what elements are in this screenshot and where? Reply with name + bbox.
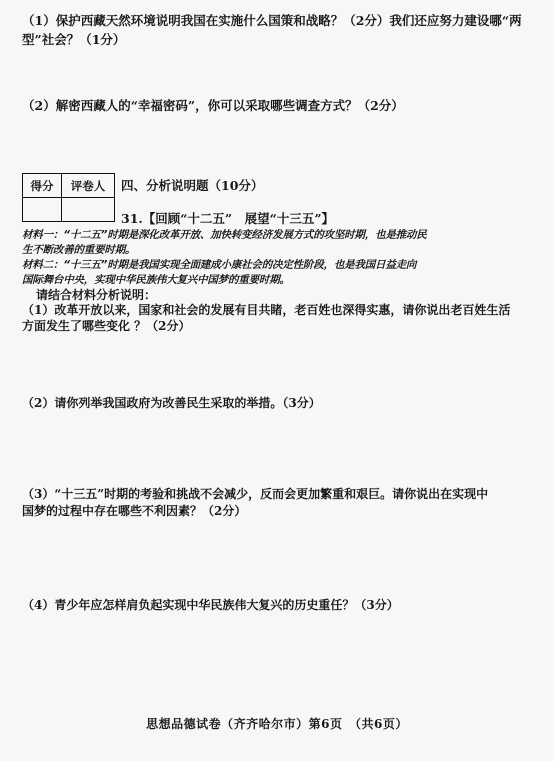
- question-1-line-2: 型”社会？（1分）: [22, 32, 126, 47]
- question-2: （2）解密西藏人的“幸福密码”，你可以采取哪些调查方式？（2分）: [22, 98, 404, 113]
- instruction: 请结合材料分析说明：: [36, 288, 157, 302]
- subquestion-3-line-2: 国梦的过程中存在哪些不利因素？（2分）: [22, 504, 247, 518]
- score-cell: [23, 198, 62, 222]
- grader-cell: [62, 198, 115, 222]
- grader-header: 评卷人: [62, 174, 115, 198]
- section-heading: 四、分析说明题（10分）: [121, 178, 264, 193]
- score-header: 得分: [23, 174, 62, 198]
- subquestion-1-line-1: （1）改革开放以来，国家和社会的发展有目共睹，老百姓也深得实惠，请你说出老百姓生活: [22, 303, 511, 317]
- material-1-line-1: 材料一：“十二五”时期是深化改革开放、加快转变经济发展方式的攻坚时期，也是推动民: [22, 229, 427, 241]
- page-footer: 思想品德试卷（齐齐哈尔市）第6页 （共6页）: [146, 717, 408, 731]
- question-1-line-1: （1）保护西藏天然环境说明我国在实施什么国策和战略？（2分）我们还应努力建设哪“两: [22, 13, 522, 28]
- question-31-title: 31.【回顾“十二五” 展望“十三五”】: [121, 211, 335, 226]
- subquestion-3-line-1: （3）“十三五”时期的考验和挑战不会减少，反而会更加繁重和艰巨。请你说出在实现中: [22, 487, 489, 501]
- score-table: [22, 173, 115, 222]
- subquestion-4: （4）青少年应怎样肩负起实现中华民族伟大复兴的历史重任？（3分）: [22, 598, 399, 612]
- material-1-line-2: 生不断改善的重要时期。: [22, 244, 136, 256]
- subquestion-2: （2）请你列举我国政府为改善民生采取的举措。（3分）: [22, 396, 321, 410]
- material-2-line-1: 材料二：“十三五”时期是我国实现全面建成小康社会的决定性阶段，也是我国日益走向: [22, 259, 417, 271]
- material-2-line-2: 国际舞台中央，实现中华民族伟大复兴中国梦的重要时期。: [22, 274, 290, 286]
- subquestion-1-line-2: 方面发生了哪些变化 ？（2分）: [22, 319, 191, 333]
